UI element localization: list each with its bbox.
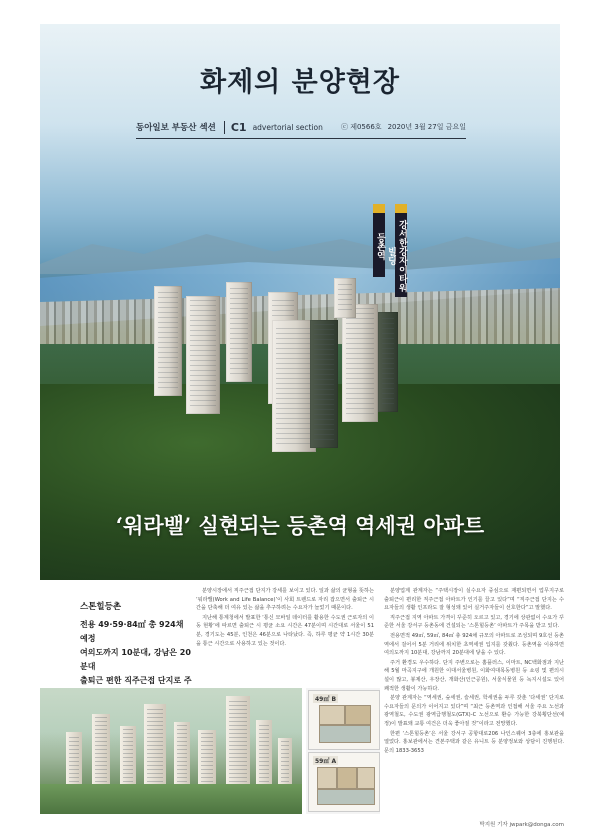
photo-ground	[40, 784, 302, 814]
apartment-tower	[226, 282, 252, 382]
article-paragraph: 주거 환경도 우수하다. 단지 주변으로는 홈플러스, 이마트, NC백화점과 지난해 5월 마곡지구에 개원한 이대서울병원, 이화여대목동병원 등 쇼핑 및 편의시설이 많고, 봉제산, 우장산, 개화산(인근공원), 서울식물원 등 녹지시설도 있어 쾌적한 생활이 가능하다.	[384, 659, 564, 692]
room	[357, 767, 375, 789]
masthead-rule	[136, 138, 466, 139]
complex-rendering-photo	[40, 688, 302, 814]
apartment-tower	[378, 312, 398, 412]
floor-plan-label: 59㎡ A	[315, 758, 337, 765]
masthead-brand: 동아일보 부동산 섹션	[136, 123, 216, 133]
article-column-1	[196, 587, 374, 649]
apartment-tower	[334, 278, 356, 318]
photo-tower	[198, 730, 216, 792]
masthead	[136, 116, 466, 138]
photo-tower	[120, 726, 136, 792]
summary-box	[80, 600, 192, 702]
station-sign: 등촌역	[373, 204, 385, 277]
apartment-tower	[154, 286, 182, 396]
room	[345, 705, 371, 725]
floor-plans	[306, 688, 380, 814]
article-paragraph: 지난해 통계청에서 발표한 ‘통신 모바일 데이터를 활용한 수도권 근로자의 이동 현황’에 따르면 출퇴근 시 평균 소요 시간은 47분이며 시간대로 서울이 51분, 경기도는 45분, 인천은 46분으로 나타났다. 즉, 하루 평균 약 1시간 30분을 통근 시간으로 사용하고 있는 것이다.	[196, 614, 374, 647]
article-paragraph: 분양업계 관계자는 “주택시장이 실수요자 중심으로 재편되면서 업무지구로 출퇴근이 편리한 직주근접 아파트가 인기를 끌고 있다”며 “직주근접 단지는 수요자들의 생활 인프라도 잘 형성돼 있어 실거주자들이 선호한다”고 말했다.	[384, 588, 564, 612]
summary-label: 스톤힐등촌	[80, 602, 122, 612]
room	[319, 725, 371, 743]
photo-tower	[92, 714, 110, 792]
page-title: 화제의 분양현장	[200, 67, 400, 98]
apartment-tower	[186, 296, 220, 414]
byline: 박지원 기자 jwpark@donga.com	[479, 822, 564, 828]
hero-image	[40, 24, 560, 580]
article-paragraph: 직주근접 지역 아파트 가격이 꾸준히 오르고 있고, 경기에 상관없이 수요가 꾸준한 서울 강서구 등촌동에 건설되는 ‘스톤힐등촌’ 아파트가 주목을 받고 있다.	[384, 614, 564, 630]
tower-sign: 강서한강자이타워 빌딩	[395, 204, 407, 297]
photo-tower	[174, 722, 190, 792]
headline: ‘워라밸’ 실현되는 등촌역 역세권 아파트	[115, 513, 485, 538]
article-paragraph: 분양시장에서 직주근접 단지가 강세를 보이고 있다. 일과 삶의 균형을 뜻하는 ‘워라밸(Work and Life Balance)’이 사회 트렌드로 자리 잡으면서 출퇴근 시간을 단축해 더 여유 있는 삶을 추구하려는 수요자가 늘었기 때문이다.	[196, 588, 374, 612]
floor-plan-label: 49㎡ B	[315, 696, 337, 703]
photo-tower	[256, 720, 272, 792]
publish-date: 2020년 3월 27일 금요일	[387, 123, 466, 131]
room	[317, 789, 375, 805]
page-number: C1	[224, 121, 247, 134]
article-column-2	[384, 587, 564, 819]
apartment-tower	[342, 304, 378, 422]
room	[319, 705, 345, 725]
section-label: advertorial section	[252, 122, 323, 132]
article-paragraph: 한편 ‘스톤힐등촌’은 서울 강서구 공항대로206 나인스퀘어 3층에 홍보관을 열었다. 홍보관에서는 견본주택과 같은 유니트 등 분양정보와 상담이 진행된다. 문의 1833-3653	[384, 730, 564, 754]
room	[337, 767, 357, 789]
summary-line: 여의도까지 10분대, 강남은 20분대	[80, 648, 191, 671]
issue-number: ⓒ 제0566호	[340, 123, 382, 131]
summary-line: 출퇴근 편한 직주근접 단지로 주	[80, 676, 192, 685]
article-paragraph: 분양 관계자는 “역세권, 숲세권, 슬세권, 학세권을 두루 갖춘 ‘다세권’ 단지로 수요자들의 문의가 이어지고 있다”며 “최근 등촌역과 인접해 서울 주요 노선과 광역철도, 수도권 광역급행철도(GTX)-C 노선으로 환승 가능한 강북횡단선(예정)이 발표돼 교통 여건은 더욱 좋아질 것”이라고 전망했다.	[384, 695, 564, 727]
photo-tower	[226, 696, 250, 792]
floor-plan	[308, 752, 380, 812]
summary-line: 전용 49·59·84㎡ 총 924채 예정	[80, 620, 184, 643]
apartment-tower	[310, 320, 338, 448]
article-paragraph: 전용면적 49㎡, 59㎡, 84㎡ 총 924채 규모의 아파트로 조성되며 9호선 등촌역에서 걸어서 5분 거리에 위치한 초역세권 입지를 갖췄다. 등촌역을 이용하면 여의도까지 10분대, 강남까지 20분대에 닿을 수 있다.	[384, 632, 564, 657]
photo-tower	[144, 704, 166, 792]
photo-tower	[66, 732, 82, 792]
room	[317, 767, 337, 789]
floor-plan	[308, 690, 380, 750]
